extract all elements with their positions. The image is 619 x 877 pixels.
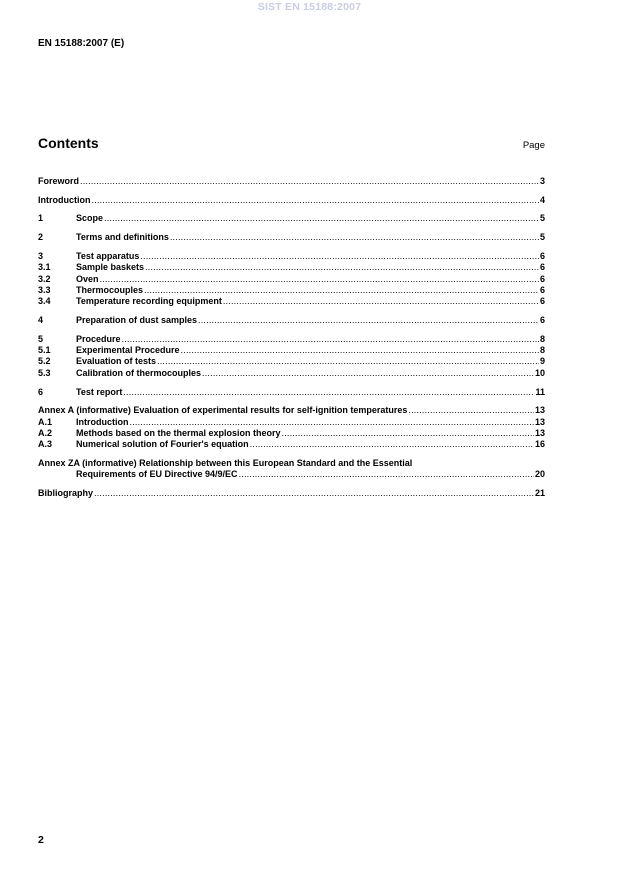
toc-entry-terms[interactable] xyxy=(38,232,545,243)
toc-entry-title: Preparation of dust samples xyxy=(76,315,198,325)
toc-entry-page: 6 xyxy=(539,273,545,284)
toc-entry-number: 5.3 xyxy=(38,367,51,378)
toc-entry-number: 5.1 xyxy=(38,345,51,356)
toc-entry-page: 9 xyxy=(539,356,545,367)
toc-entry-bibliography[interactable] xyxy=(38,488,545,499)
toc-entry-title: Temperature recording equipment xyxy=(76,296,222,307)
toc-entry-title: Bibliography xyxy=(38,488,94,499)
toc-entry-preparation[interactable] xyxy=(38,315,545,326)
toc-entry-title: Methods based on the thermal explosion theory xyxy=(76,428,281,439)
toc-entry-title: Scope xyxy=(76,213,104,224)
toc-entry-annex-a-introduction[interactable] xyxy=(38,417,545,428)
toc-entry-page: 8 xyxy=(539,333,545,344)
toc-entry-page: 4 xyxy=(539,194,545,205)
toc-entry-title-continued: Requirements of EU Directive 94/9/EC xyxy=(76,469,238,480)
page-number: 2 xyxy=(38,834,44,846)
toc-entry-evaluation-of-tests[interactable] xyxy=(38,356,545,367)
toc-entry-number: 3.2 xyxy=(38,273,51,284)
toc-entry-page: 11 xyxy=(535,386,545,397)
toc-entry-number: 5 xyxy=(38,333,44,344)
toc-entry-thermal-explosion-methods[interactable] xyxy=(38,428,545,439)
toc-entry-page: 13 xyxy=(534,428,545,439)
toc-entry-annex-a[interactable] xyxy=(38,405,545,416)
toc-entry-title: Annex A (informative) Evaluation of experimental results for self-ignition temperatures xyxy=(38,405,408,416)
toc-entry-title: Evaluation of tests xyxy=(76,356,157,367)
toc-entry-number: 1 xyxy=(38,213,44,224)
toc-entry-page: 10 xyxy=(534,367,545,378)
toc-entry-page: 6 xyxy=(539,250,545,261)
toc-entry-thermocouples[interactable] xyxy=(38,285,545,296)
toc-entry-number: 6 xyxy=(38,386,44,397)
toc-entry-title: Test apparatus xyxy=(76,250,140,261)
toc-entry-page: 13 xyxy=(534,416,545,427)
toc-entry-number: 3.3 xyxy=(38,284,51,295)
toc-entry-number: 4 xyxy=(38,315,44,325)
toc-entry-title: Calibration of thermocouples xyxy=(76,367,202,378)
toc-entry-fourier-solution[interactable] xyxy=(38,439,545,450)
toc-entry-temperature-recording[interactable] xyxy=(38,296,545,307)
toc-entry-introduction[interactable] xyxy=(38,195,545,206)
toc-entry-number: A.3 xyxy=(38,439,53,450)
toc-entry-title: Procedure xyxy=(76,333,121,344)
contents-heading: Contents xyxy=(38,135,99,151)
toc-entry-experimental-procedure[interactable] xyxy=(38,345,545,356)
toc-entry-number: A.1 xyxy=(38,416,53,427)
toc-entry-page: 6 xyxy=(539,262,545,273)
toc-entry-title: Thermocouples xyxy=(76,284,144,295)
toc-entry-page: 8 xyxy=(539,345,545,356)
toc-entry-scope[interactable] xyxy=(38,213,545,224)
toc-entry-page: 6 xyxy=(539,296,545,307)
toc-entry-page: 6 xyxy=(539,284,545,295)
toc-entry-number: 2 xyxy=(38,232,44,243)
toc-entry-title: Test report xyxy=(76,386,123,397)
toc-entry-number: 3.4 xyxy=(38,296,51,307)
toc-entry-page: 5 xyxy=(539,232,545,243)
toc-entry-title: Oven xyxy=(76,273,99,284)
toc-entry-title: Annex ZA (informative) Relationship between this European Standard and the Essential xyxy=(38,458,413,469)
toc-entry-page: 6 xyxy=(539,315,545,325)
toc-entry-title: Introduction xyxy=(76,416,129,427)
toc-entry-page: 3 xyxy=(539,176,545,186)
toc-entry-test-apparatus[interactable] xyxy=(38,251,545,262)
toc-entry-title: Introduction xyxy=(38,194,91,205)
toc-entry-title: Sample baskets xyxy=(76,262,145,273)
toc-entry-test-report[interactable] xyxy=(38,387,545,398)
toc-entry-calibration[interactable] xyxy=(38,368,545,379)
toc-entry-number: 3.1 xyxy=(38,262,51,273)
toc-entry-page: 13 xyxy=(534,405,545,416)
toc-entry-oven[interactable] xyxy=(38,274,545,285)
toc-entry-title: Terms and definitions xyxy=(76,232,169,243)
page-column-label: Page xyxy=(522,140,545,151)
document-id: EN 15188:2007 (E) xyxy=(38,38,125,49)
toc-entry-annex-za[interactable] xyxy=(38,458,545,481)
toc-entry-page: 5 xyxy=(539,213,545,224)
toc-entry-page: 21 xyxy=(534,488,545,499)
toc-entry-page: 20 xyxy=(534,469,545,480)
toc-entry-page: 16 xyxy=(534,439,545,450)
toc-entry-number: 5.2 xyxy=(38,356,51,367)
toc-entry-procedure[interactable] xyxy=(38,334,545,345)
toc-entry-sample-baskets[interactable] xyxy=(38,262,545,273)
watermark: SIST EN 15188:2007 xyxy=(257,1,362,13)
table-of-contents xyxy=(38,176,545,500)
toc-entry-number: 3 xyxy=(38,250,44,261)
toc-entry-foreword[interactable] xyxy=(38,176,545,187)
toc-entry-title: Experimental Procedure xyxy=(76,345,180,356)
toc-entry-title: Numerical solution of Fourier's equation xyxy=(76,439,249,450)
toc-entry-number: A.2 xyxy=(38,428,53,439)
toc-entry-title: Foreword xyxy=(38,176,80,186)
